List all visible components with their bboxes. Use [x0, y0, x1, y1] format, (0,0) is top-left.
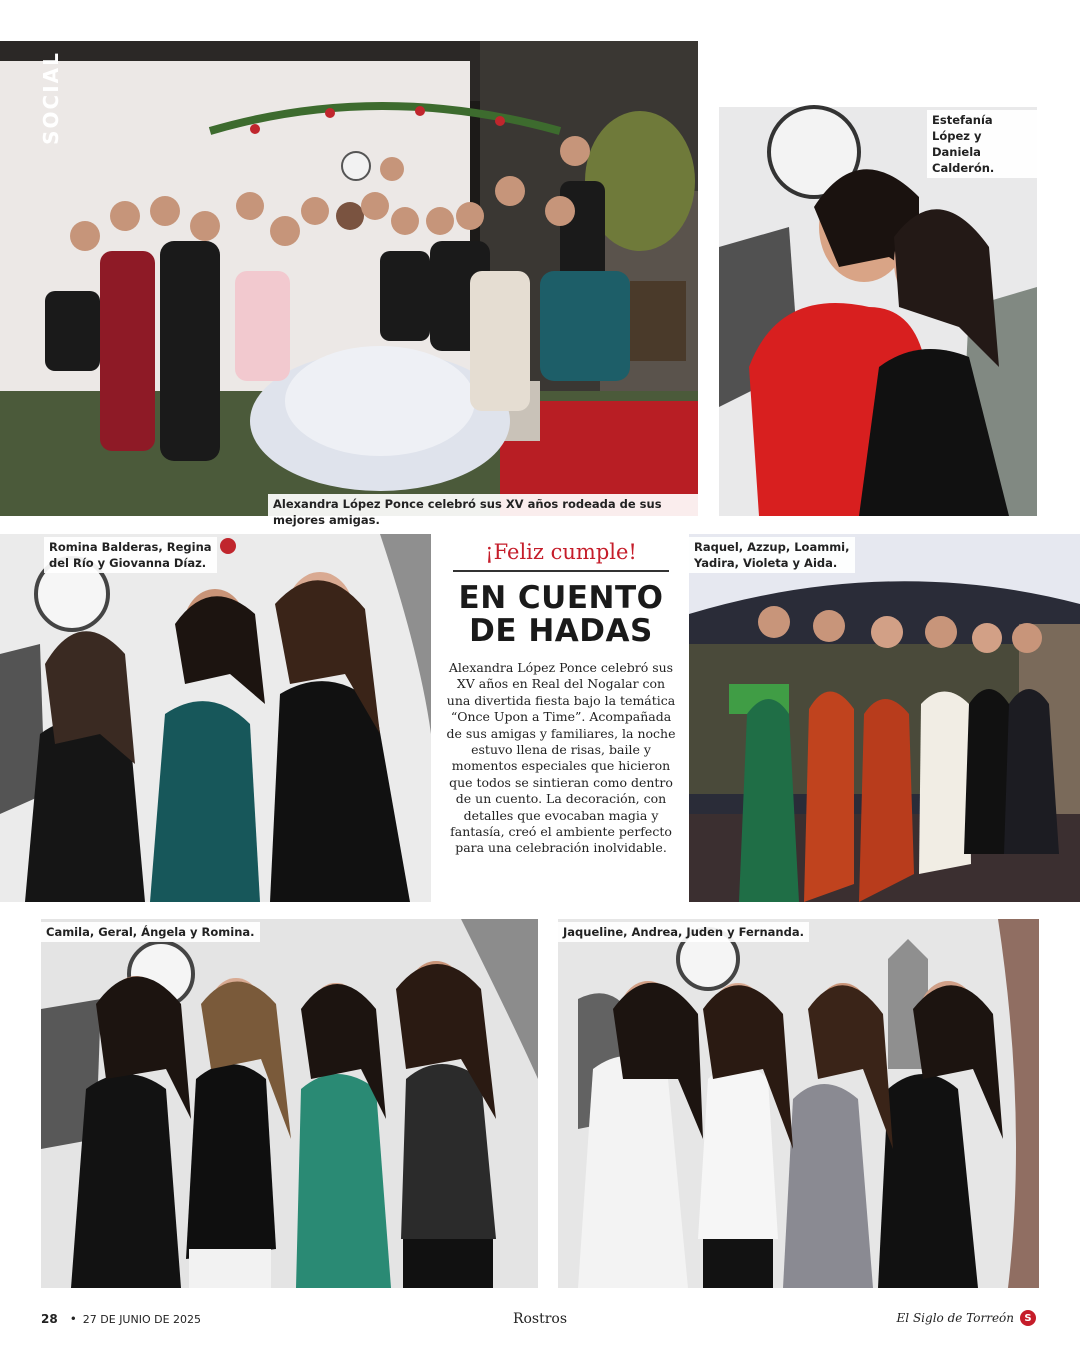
section-name: Rostros — [512, 1311, 568, 1327]
section-label — [36, 48, 66, 148]
article-kicker: ¡Feliz cumple! — [485, 540, 637, 564]
mid-left-photo — [0, 534, 431, 902]
bottom-right-photo-scene — [558, 919, 1039, 1288]
bottom-left-caption: Camila, Geral, Ángela y Romina. — [41, 922, 260, 942]
folio-separator: • — [69, 1312, 77, 1326]
article-divider — [453, 570, 669, 572]
publication-brand — [897, 1310, 1036, 1326]
footer-folio — [41, 1312, 201, 1326]
page-footer — [0, 1306, 1080, 1336]
article-headline: EN CUENTO DE HADAS — [458, 580, 664, 649]
bottom-left-photo — [41, 919, 538, 1288]
main-photo-caption: Alexandra López Ponce celebró sus XV años rodeada de sus mejores amigas. — [268, 494, 698, 530]
page-number: 28 — [41, 1312, 58, 1326]
issue-date: 27 DE JUNIO DE 2025 — [82, 1313, 202, 1326]
section-label-text: SOCIAL — [39, 51, 63, 145]
mid-right-caption: Raquel, Azzup, Loammi, Yadira, Violeta y Aida. — [689, 537, 855, 573]
article-body: Alexandra López Ponce celebró sus XV años en Real del Nogalar con una divertida fiesta bajo la temática “Once Upon a Time”. Acompañada de sus amigas y familiares, la noche estuvo llena de risas, baile y momentos especiales que hicieron que todos se sintieran como dentro de un cuento. La decoración, con detalles que evocaban magia y fantasía, creó el ambiente perfecto para una celebración inolvidable. — [446, 660, 676, 856]
publication-name: El Siglo de Torreón — [896, 1311, 1014, 1325]
bottom-right-photo — [558, 919, 1039, 1288]
top-right-photo — [719, 107, 1037, 516]
bottom-right-caption: Jaqueline, Andrea, Juden y Fernanda. — [558, 922, 809, 942]
mid-left-photo-scene — [0, 534, 431, 902]
group-photo-scene — [0, 41, 698, 516]
main-group-photo — [0, 41, 698, 527]
article — [445, 540, 677, 857]
mid-left-caption: Romina Balderas, Regina del Río y Giovanna Díaz. — [44, 537, 217, 573]
publication-logo-icon: S — [1020, 1310, 1036, 1326]
mid-right-photo-scene — [689, 534, 1080, 902]
top-right-caption: Estefanía López y Daniela Calderón. — [927, 110, 1037, 178]
bottom-left-photo-scene — [41, 919, 538, 1288]
mid-right-photo — [689, 534, 1080, 902]
